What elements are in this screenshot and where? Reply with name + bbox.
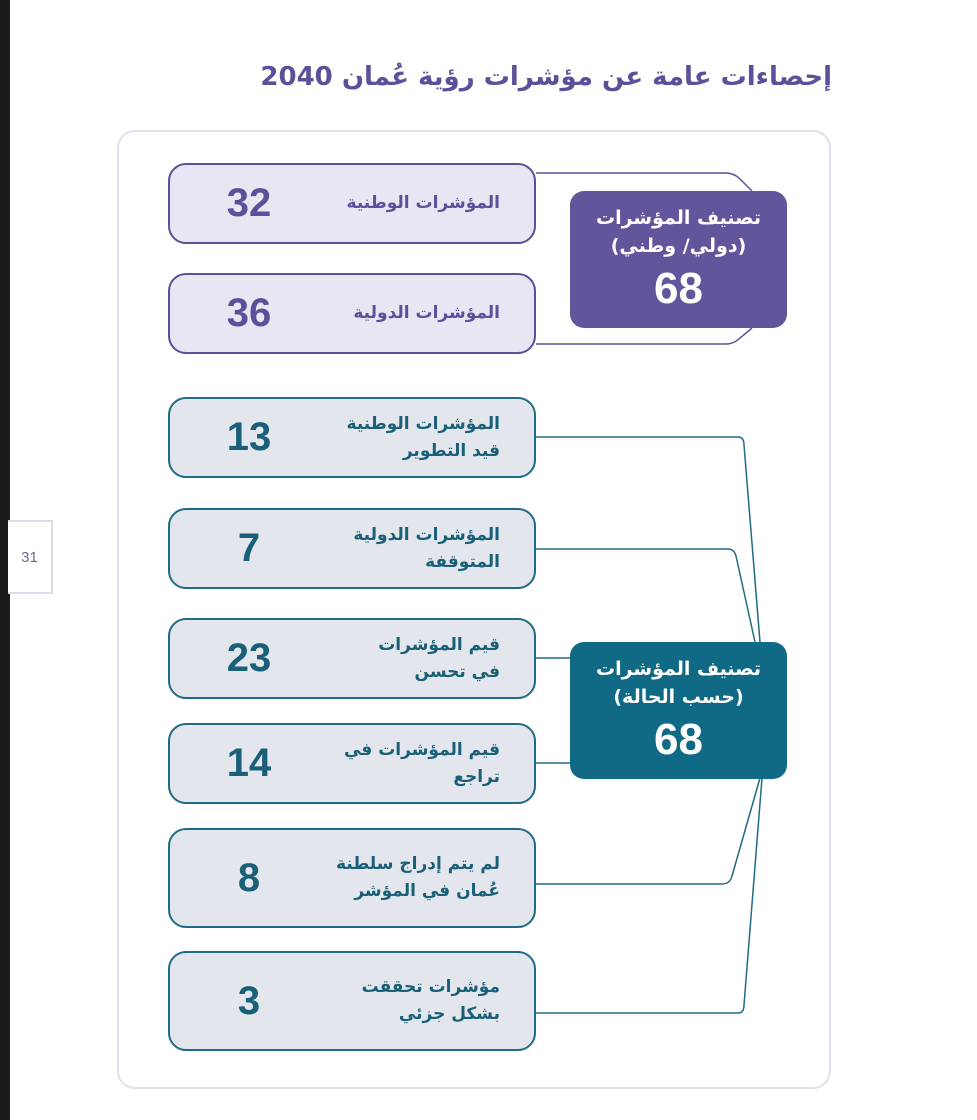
indicator-value: 36 (226, 291, 272, 335)
indicator-value: 23 (226, 636, 272, 680)
indicator-label: مؤشرات تحققت بشكل جزئي (361, 977, 500, 1024)
indicator-value: 14 (226, 741, 272, 785)
summary-total: 68 (654, 714, 703, 764)
indicator-label: قيم المؤشرات في تراجع (343, 739, 500, 787)
indicator-value: 32 (226, 181, 272, 225)
indicator-box-national (168, 163, 536, 244)
summary-subtitle: (حسب الحالة) (613, 685, 744, 708)
indicator-box-national-under-development (168, 397, 536, 478)
summary-total: 68 (654, 263, 703, 313)
summary-box-status (570, 642, 787, 779)
indicator-label: المؤشرات الوطنية (346, 193, 500, 213)
summary-box-type (570, 191, 787, 328)
indicator-box-international-discontinued (168, 508, 536, 589)
indicator-label: لم يتم إدراج سلطنة عُمان في المؤشر (335, 854, 500, 901)
page-title: إحصاءات عامة عن مؤشرات رؤية عُمان 2040 (260, 62, 832, 92)
indicator-label: المؤشرات الدولية (353, 303, 500, 323)
summary-subtitle: (دولي/ وطني) (610, 234, 747, 257)
indicator-label: المؤشرات الدولية المتوقفة (353, 524, 500, 572)
indicator-box-improving (168, 618, 536, 699)
summary-title: تصنيف المؤشرات (595, 657, 762, 680)
indicator-box-partially-achieved (168, 951, 536, 1051)
indicator-box-oman-not-included (168, 828, 536, 928)
indicator-box-international (168, 273, 536, 354)
summary-title: تصنيف المؤشرات (595, 206, 762, 229)
indicator-value: 13 (226, 415, 272, 459)
indicator-value: 8 (237, 855, 261, 900)
indicator-value: 7 (237, 526, 261, 570)
indicator-label: المؤشرات الوطنية قيد التطوير (346, 413, 500, 461)
page-number: 31 (8, 520, 53, 594)
indicator-box-declining (168, 723, 536, 804)
indicator-label: قيم المؤشرات في تحسن (378, 634, 500, 682)
indicator-value: 3 (237, 978, 261, 1023)
